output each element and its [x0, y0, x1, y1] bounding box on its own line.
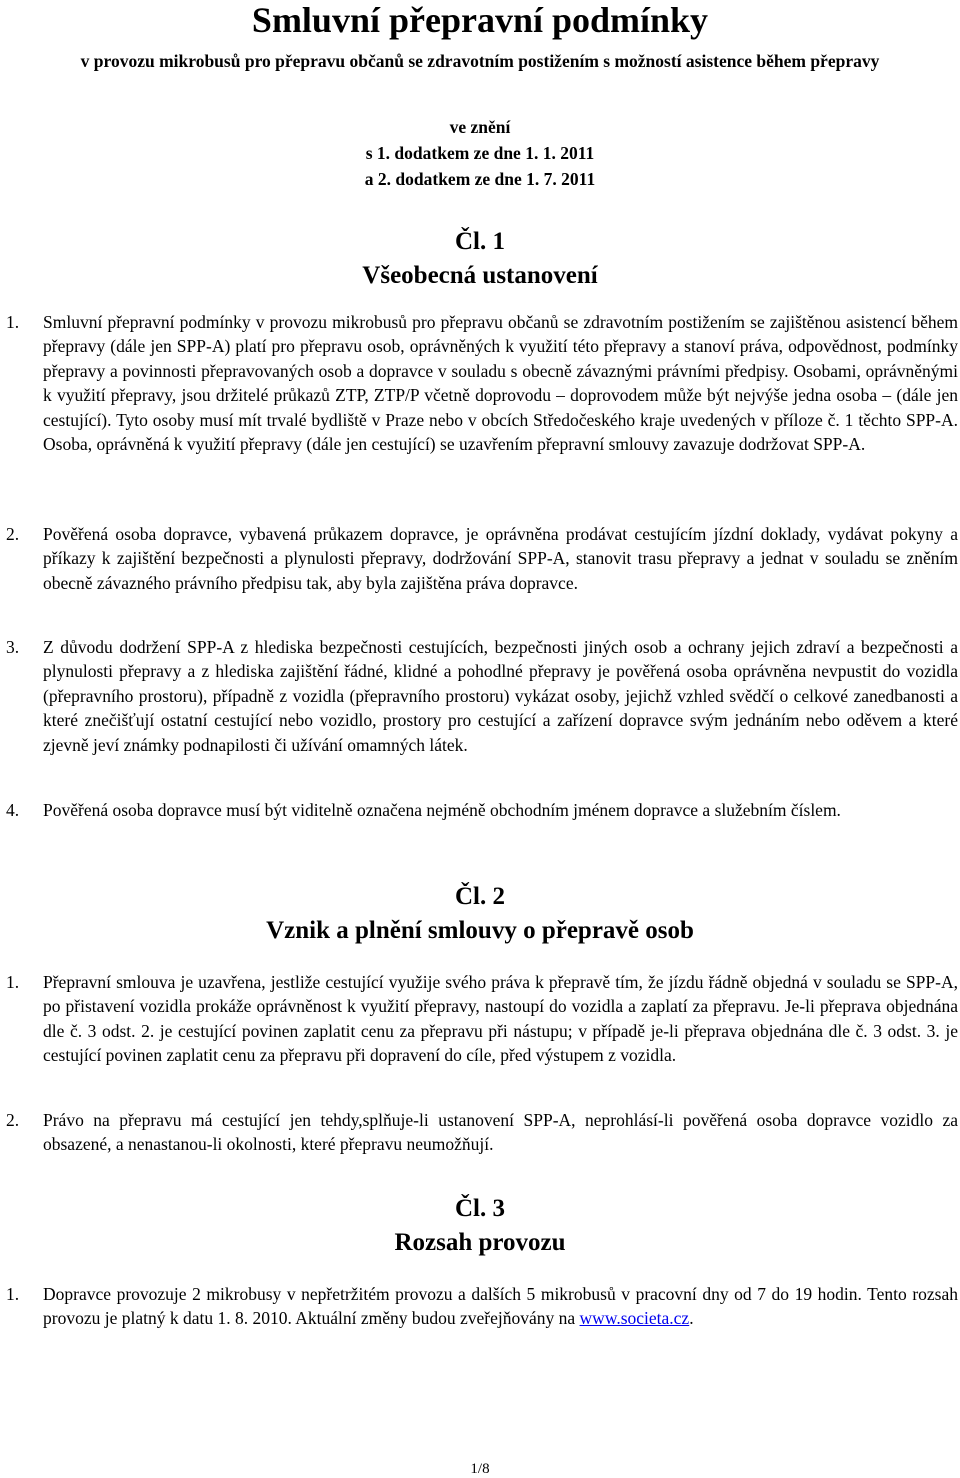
paragraph-2-1 — [6, 970, 958, 1068]
document-title: Smluvní přepravní podmínky — [251, 0, 709, 40]
paragraph-text-end: . — [689, 1308, 694, 1329]
paragraph-3-1 — [6, 1282, 958, 1331]
version-line: ve znění — [449, 117, 511, 137]
paragraph-text: Pověřená osoba dopravce, vybavená průkazem dopravce, je oprávněna prodávat cestujícím jízdní doklady, vydávat pokyny a příkazy k zajištění bezpečnosti a plynulosti přepravy, dodržování SPP-A, stanovit trasu přepravy a jednat v souladu se zněním obecně závazného právního předpisu tak, aby byla zajištěna práva dopravce. — [43, 524, 958, 593]
chapter-number: Čl. 1 — [455, 228, 505, 255]
paragraph-number: 1. — [6, 1284, 20, 1304]
version-line: s 1. dodatkem ze dne 1. 1. 2011 — [365, 143, 595, 163]
paragraph-number: 1. — [6, 972, 20, 992]
paragraph-text — [43, 1282, 958, 1331]
paragraph-1-3 — [6, 635, 958, 757]
paragraph-text: Z důvodu dodržení SPP-A z hlediska bezpečnosti cestujících, bezpečnosti jiných osob a ochrany jejich zdraví a bezpečnosti a plynulosti přepravy a z hlediska zajištění řádné, klidné a pohodlné přepravy je pověřená osoba oprávněna nevpustit do vozidla (přepravního prostoru), případně z vozidla (přepravního prostoru) vykázat osoby, jejichž vzhled svědčí o celkové zanedbanosti a které znečišťují ostatní cestující nebo vozidlo, prostory pro cestující a zařízení dopravce svým jednáním nebo oděvem a které zjevně jeví známky podnapilosti či užívání omamných látek. — [43, 637, 958, 755]
version-info — [0, 114, 960, 192]
paragraph-text: Právo na přepravu má cestující jen tehdy,splňuje-li ustanovení SPP-A, neprohlásí-li pověřená osoba dopravce vozidlo za obsazené, a nenastanou-li okolnosti, které přepravu neumožňují. — [43, 1110, 958, 1155]
paragraph-1-4 — [6, 798, 958, 822]
chapter-name: Vznik a plnění smlouvy o přepravě osob — [266, 917, 694, 944]
chapter-number: Čl. 2 — [455, 883, 505, 910]
chapter-name: Všeobecná ustanovení — [362, 262, 598, 289]
paragraph-text: Smluvní přepravní podmínky v provozu mikrobusů pro přepravu občanů se zdravotním postižením se zajištěnou asistencí během přepravy (dále jen SPP-A) platí pro přepravu osob, oprávněných k využití této přepravy a stanoví práva, odpovědnost, podmínky přepravy a povinnosti přepravovaných osob a dopravce v souladu s obecně závaznými právními předpisy. Osobami, oprávněnými k využití přepravy, jsou držitelé průkazů ZTP, ZTP/P včetně doprovodu – doprovodem může být nejvýše jedna osoba – (dále jen cestující). Tyto osoby musí mít trvalé bydliště v Praze nebo v obcích Středočeského kraje uvedených v příloze č. 1 těchto SPP-A. Osoba, oprávněná k využití přepravy (dále jen cestující) se uzavřením přepravní smlouvy zavazuje dodržovat SPP-A. — [43, 312, 958, 455]
paragraph-text: Pověřená osoba dopravce musí být viditelně označena nejméně obchodním jménem dopravce a služebním číslem. — [43, 800, 841, 820]
paragraph-number: 2. — [6, 1110, 20, 1130]
paragraph-text-main: Dopravce provozuje 2 mikrobusy v nepřetržitém provozu a dalších 5 mikrobusů v pracovní dny od 7 do 19 hodin. Tento rozsah provozu je platný k datu 1. 8. 2010. Aktuální změny budou zveřejňovány na — [43, 1284, 958, 1329]
paragraph-number: 2. — [6, 524, 20, 544]
paragraph-text: Přepravní smlouva je uzavřena, jestliže cestující využije svého práva k přepravě tím, že jízdu řádně objedná v souladu se SPP-A, po přistavení vozidla prokáže oprávněnost k využití přepravy, nastoupí do vozidla a zaplatí za přepravu. Je-li přeprava objednána dle č. 3 odst. 2. je cestující povinen zaplatit cenu za přepravu při nástupu; v případě je-li přeprava objednána dle č. 3 odst. 3. je cestující povinen zaplatit cenu za přepravu při dopravení do cíle, před výstupem z vozidla. — [43, 972, 958, 1066]
paragraph-1-1 — [6, 310, 958, 456]
paragraph-number: 3. — [6, 637, 20, 657]
chapter-2-heading — [0, 880, 960, 948]
chapter-3-heading — [0, 1192, 960, 1260]
societa-link[interactable]: www.societa.cz — [579, 1308, 690, 1329]
paragraph-number: 1. — [6, 312, 20, 332]
page-number: 1/8 — [470, 1461, 490, 1477]
paragraph-1-2 — [6, 522, 958, 595]
chapter-name: Rozsah provozu — [394, 1229, 566, 1256]
paragraph-number: 4. — [6, 800, 20, 820]
paragraph-2-2 — [6, 1108, 958, 1157]
chapter-number: Čl. 3 — [455, 1195, 505, 1222]
version-line: a 2. dodatkem ze dne 1. 7. 2011 — [364, 169, 596, 189]
chapter-1-heading — [0, 225, 960, 293]
document-subtitle: v provozu mikrobusů pro přepravu občanů se zdravotním postižením s možností asistence během přepravy — [80, 51, 880, 71]
